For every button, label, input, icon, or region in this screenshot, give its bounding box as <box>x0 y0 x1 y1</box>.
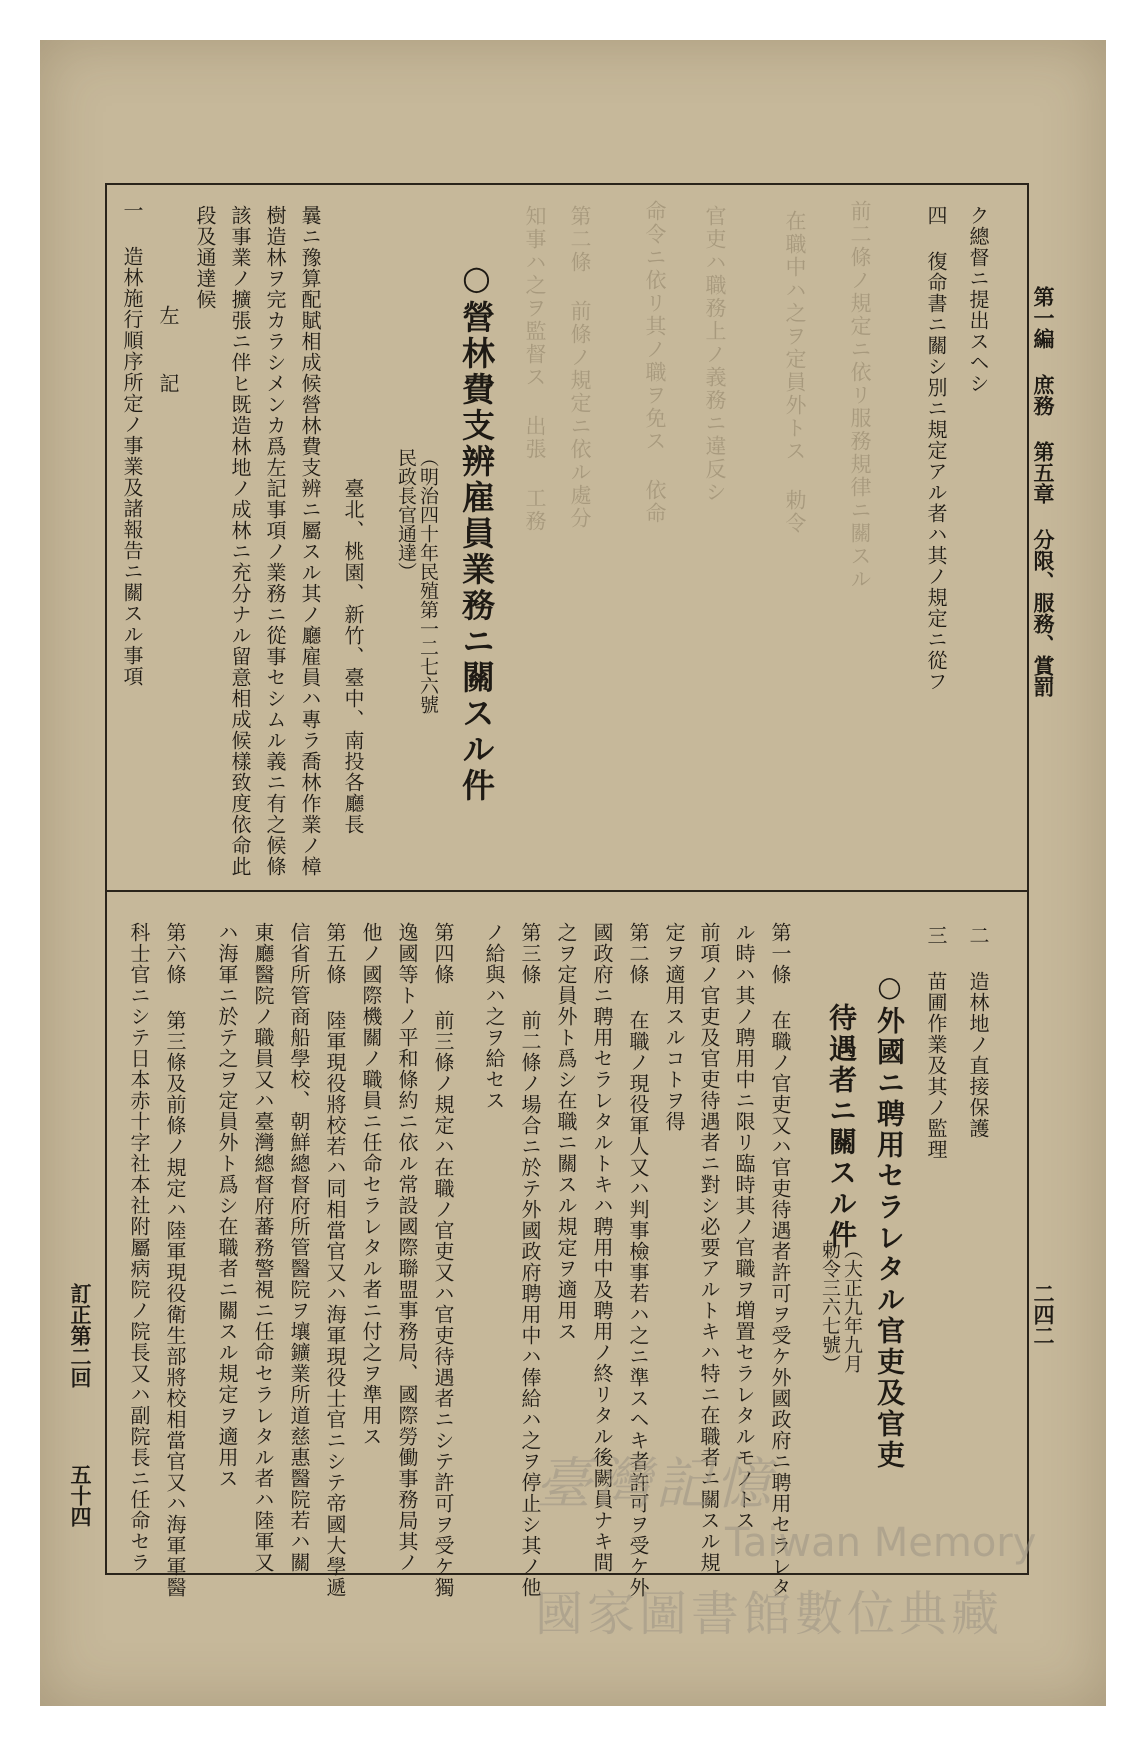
article-line: 第五條 陸軍現役將校若ハ同相當官又ハ海軍現役士官ニシテ帝國大學遞 <box>323 922 347 1598</box>
notes-heading: 左 記 <box>156 305 180 405</box>
revision-label: 訂正第二回 <box>68 1283 93 1388</box>
notice-reference: （明治四十年民殖第一二七六號 <box>417 448 439 714</box>
article-line: 第一條 在職ノ官吏又ハ官吏待遇者許可ヲ受ケ外國政府ニ聘用セラレタ <box>768 922 792 1598</box>
section-title: ○營林費支辨雇員業務ニ關スル件 <box>457 258 496 804</box>
article-line: 第六條 第三條及前條ノ規定ハ陸軍現役衛生部將校相當官又ハ海軍軍醫 <box>163 922 187 1598</box>
watermark-subtitle: 國家圖書館數位典藏 <box>535 1586 1004 1642</box>
page-number: 二四二 <box>1031 1283 1056 1346</box>
running-head: 第一編 庶務 第五章 分限、服務、賞罰 <box>1031 286 1056 697</box>
watermark-english: Taiwan Memory <box>725 1520 1037 1566</box>
article-line: ノ給與ハ之ヲ給セス <box>482 922 506 1111</box>
article-line: 第三條 前二條ノ場合ニ於テ外國政府聘用中ハ俸給ハ之ヲ停止シ其ノ他 <box>518 922 542 1598</box>
article-line: 第二條 在職ノ現役軍人又ハ判事檢事若ハ之ニ準スヘキ者許可ヲ受ケ外 <box>626 922 650 1598</box>
paragraph-line: 曩ニ豫算配賦相成候營林費支辨ニ屬スル其ノ廳雇員ハ專ラ喬林作業ノ樟 <box>298 205 322 877</box>
continued-text: ク總督ニ提出スヘシ <box>966 205 990 394</box>
notice-reference: 勅令三六七號） <box>819 1240 841 1373</box>
section-title: ○外國ニ聘用セラレタル官吏及官吏 <box>873 970 906 1471</box>
article-line: 逸國等トノ平和條約ニ依ル常設國際聯盟事務局、國際勞働事務局其ノ <box>395 922 419 1573</box>
bleed-through-line: 在職中ハ之ヲ定員外トス 勅令 <box>783 210 807 535</box>
watermark-logo-text: 臺灣記憶 <box>535 1452 775 1517</box>
article-line: ル時ハ其ノ聘用中ニ限リ臨時其ノ官職ヲ増置セラレタルモノトス <box>732 922 756 1531</box>
paragraph-line: 樹造林ヲ完カラシメンカ爲左記事項ノ業務ニ從事セシムル義ニ有之候條 <box>263 205 287 877</box>
footer-page-number: 五十四 <box>68 1464 93 1527</box>
article-line: 前項ノ官吏及官吏待遇者ニ對シ必要アルトキハ特ニ在職者ニ關スル規 <box>697 922 721 1573</box>
paragraph-line: 該事業ノ擴張ニ伴ヒ既造林地ノ成林ニ充分ナル留意相成候樣致度依命此 <box>228 205 252 877</box>
addressee: 臺北、桃園、新竹、臺中、南投各廳長 <box>341 478 365 835</box>
paragraph-line: 段及通達候 <box>193 205 217 310</box>
article-line: 東廳醫院ノ職員又ハ臺灣總督府蕃務警視ニ任命セラレタル者ハ陸軍又 <box>251 922 275 1573</box>
list-item: 三 苗圃作業及其ノ監理 <box>924 925 948 1160</box>
article-line: 信省所管商船學校、朝鮮總督府所管醫院ヲ壤鑛業所道慈惠醫院若ハ關 <box>287 922 311 1573</box>
article-line: 他ノ國際機關ノ職員ニ任命セラレタル者ニ付之ヲ準用ス <box>359 922 383 1447</box>
bleed-through-line: 前二條ノ規定ニ依リ服務規律ニ關スル <box>848 200 872 591</box>
bleed-through-line: 官吏ハ職務上ノ義務ニ違反シ <box>703 205 727 504</box>
article-line: 第四條 前三條ノ規定ハ在職ノ官吏又ハ官吏待遇者ニシテ許可ヲ受ケ獨 <box>431 922 455 1598</box>
bleed-through-line: 第二條 前條ノ規定ニ依ル處分 <box>568 205 592 530</box>
article-line: 定ヲ適用スルコトヲ得 <box>662 922 686 1132</box>
watermark <box>515 1440 1075 1642</box>
notice-reference: （大正九年九月 <box>841 1240 863 1373</box>
bleed-through-line: 命令ニ依リ其ノ職ヲ免ス 依命 <box>643 200 667 525</box>
article-line: 之ヲ定員外ト爲シ在職ニ關スル規定ヲ適用ス <box>554 922 578 1342</box>
list-item: 四 復命書ニ關シ別ニ規定アル者ハ其ノ規定ニ從フ <box>924 205 948 692</box>
article-line: 科士官ニシテ日本赤十字社本社附屬病院ノ院長又ハ副院長ニ任命セラ <box>127 922 151 1573</box>
list-item: 一 造林施行順序所定ノ事業及諸報告ニ關スル事項 <box>120 200 144 687</box>
notice-reference: 民政長官通達） <box>395 448 417 581</box>
article-line: ハ海軍ニ於テ之ヲ定員外ト爲シ在職者ニ關スル規定ヲ適用ス <box>215 922 239 1489</box>
list-item: 二 造林地ノ直接保護 <box>966 925 990 1139</box>
section-title: 待遇者ニ關スル件 <box>825 1003 858 1251</box>
article-line: 國政府ニ聘用セラレタルトキハ聘用中及聘用ノ終リタル後闕員ナキ間 <box>590 922 614 1573</box>
section-divider <box>105 890 1027 892</box>
bleed-through-line: 知事ハ之ヲ監督ス 出張 工務 <box>523 205 547 533</box>
